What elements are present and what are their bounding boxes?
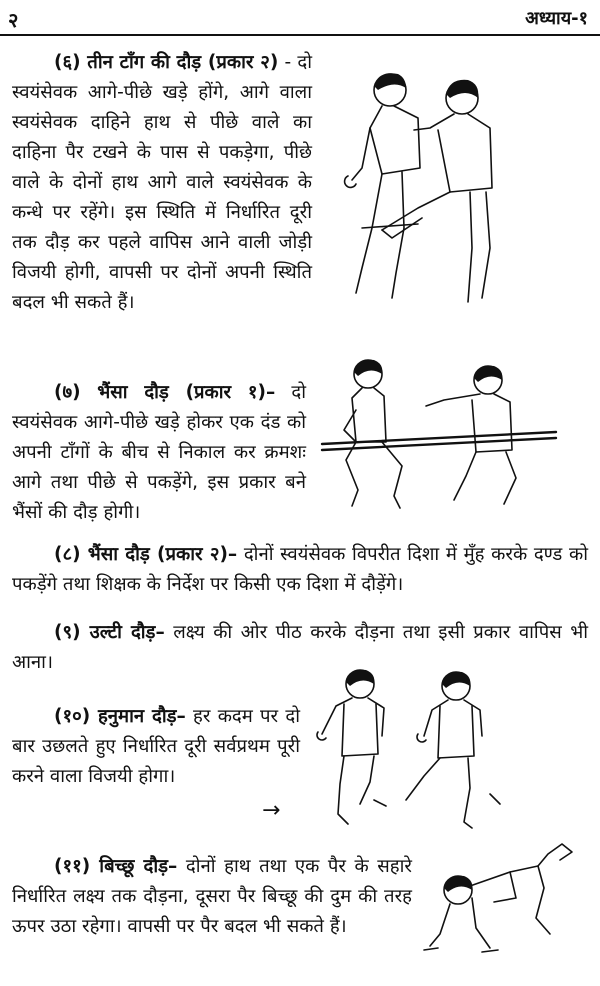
chapter-heading: अध्याय-१ (525, 8, 588, 29)
hanuman-race-illustration (304, 664, 554, 834)
section-7-paragraph (12, 378, 306, 528)
section-7-body: दो स्वयंसेवक आगे-पीछे खड़े होकर एक दंड को अपनी टाँगों के बीच से निकाल कर क्रमशः आगे तथा पीछे से पकड़ेंगे, इस प्रकार बने भैंसों की दौड़ होगी। (12, 382, 307, 523)
direction-arrow: → (262, 798, 281, 823)
section-11-paragraph (12, 852, 412, 942)
section-9-title: (९) उल्टी दौड़– (54, 622, 165, 643)
scorpion-race-illustration (420, 838, 588, 968)
section-6-paragraph (12, 48, 312, 318)
section-10-paragraph (12, 702, 300, 792)
section-8-body: दोनों स्वयंसेवक विपरीत दिशा में मुँह करके दण्ड को पकड़ेंगे तथा शिक्षक के निर्देश पर किसी एक दिशा में दौड़ेंगे। (12, 544, 589, 595)
section-7-title: (७) भैंसा दौड़ (प्रकार १)– (54, 382, 276, 403)
section-11-title: (११) बिच्छू दौड़– (54, 856, 178, 877)
section-11-body: दोनों हाथ तथा एक पैर के सहारे निर्धारित लक्ष्य तक दौड़ना, दूसरा पैर बिच्छू की दुम की तरह ऊपर उठा रहेगा। वापसी पर पैर बदल भी सकते हैं। (12, 856, 412, 937)
section-10-title: (१०) हनुमान दौड़– (54, 706, 186, 727)
section-8-title: (८) भैंसा दौड़ (प्रकार २)– (54, 544, 238, 565)
section-10-body: हर कदम पर दो बार उछलते हुए निर्धारित दूरी सर्वप्रथम पूरी करने वाला विजयी होगा। (12, 706, 300, 787)
section-9-body: लक्ष्य की ओर पीठ करके दौड़ना तथा इसी प्रकार वापिस भी आना। (12, 622, 588, 673)
page-number: २ (8, 8, 19, 32)
section-6-title: (६) तीन टाँग की दौड़ (प्रकार २) (54, 52, 279, 73)
header-rule (0, 34, 600, 36)
section-6-body: - दो स्वयंसेवक आगे-पीछे खड़े होंगे, आगे वाला स्वयंसेवक दाहिने हाथ से पीछे वाले का दाहिना पैर टखने के पास से पकड़ेगा, पीछे वाले के दोनों हाथ आगे वाले स्वयंसेवक के कन्धे पर रहेंगे। इस स्थिति में निर्धारित दूरी तक दौड़ कर पहले वापिस आने वाली जोड़ी विजयी होगी, वापसी पर दोनों अपनी स्थिति बदल भी सकते हैं। (12, 52, 312, 313)
three-legged-race-illustration (322, 58, 512, 318)
section-8-paragraph (12, 540, 588, 600)
buffalo-race-illustration (316, 350, 578, 520)
